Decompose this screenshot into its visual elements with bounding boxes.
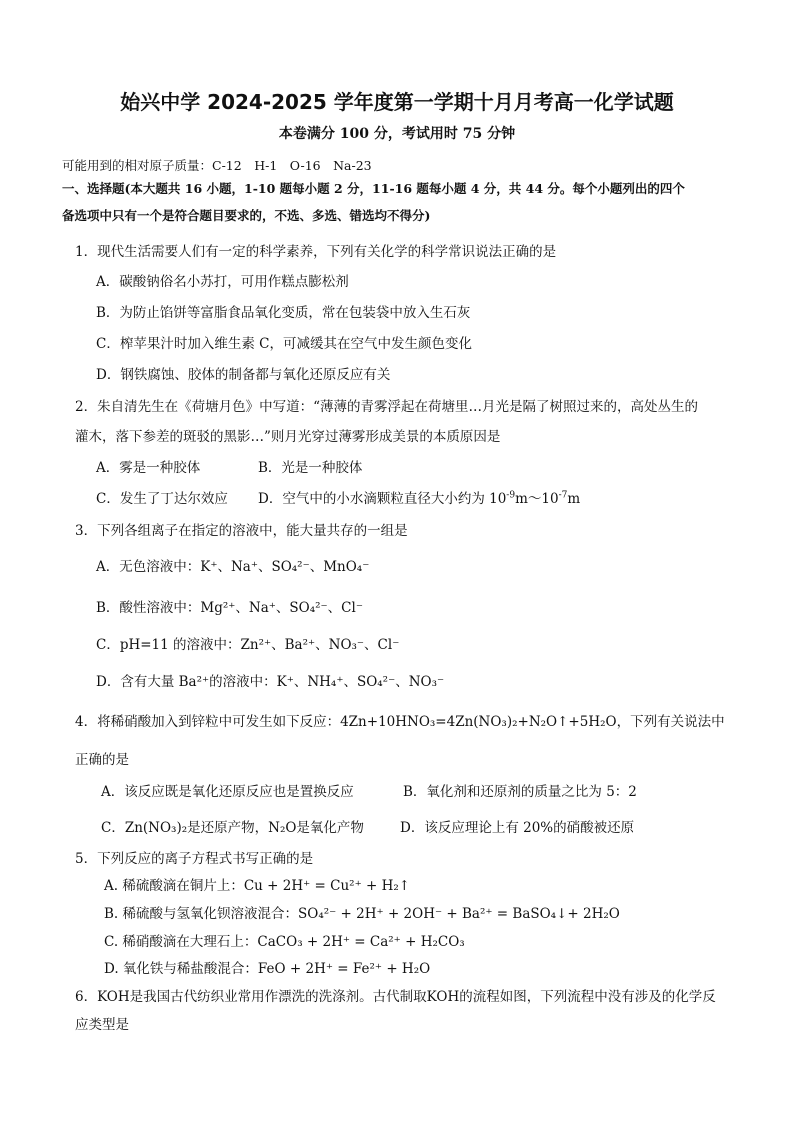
section1-instructions-line1: 一、选择题(本大题共 16 小题，1-10 题每小题 2 分，11-16 题每小题 4 分，共 44 分。每个小题列出的四个	[62, 181, 685, 196]
q2-option-d: D．空气中的小水滴颗粒直径大小约为 $10^{-9}m\sim 10^{-7}m$	[258, 490, 581, 507]
q5-option-c: C. 稀硝酸滴在大理石上：CaCO₃ + 2H⁺ = Ca²⁺ + H₂CO₃	[104, 934, 465, 950]
q1-option-d: D．钢铁腐蚀、胶体的制备都与氧化还原反应有关	[96, 367, 391, 383]
q4-option-a: A．该反应既是氧化还原反应也是置换反应	[101, 784, 354, 800]
q6-stem-line1: 6．KOH是我国古代纺织业常用作漂洗的洗涤剂。古代制取KOH的流程如图，下列流程中没有涉及的化学反	[75, 989, 716, 1005]
q3-option-d: D．含有大量 Ba²⁺的溶液中：K⁺、NH₄⁺、SO₄²⁻、NO₃⁻	[96, 674, 445, 690]
q2-option-a: A．雾是一种胶体	[96, 460, 201, 476]
q5-option-a: A. 稀硫酸滴在铜片上：Cu + 2H⁺ = Cu²⁺ + H₂↑	[104, 878, 411, 894]
section1-instructions-line2: 备选项中只有一个是符合题目要求的，不选、多选、错选均不得分)	[62, 208, 431, 223]
q5-option-d: D. 氧化铁与稀盐酸混合：FeO + 2H⁺ = Fe²⁺ + H₂O	[104, 961, 431, 977]
q4-option-d: D．该反应理论上有 20%的硝酸被还原	[400, 820, 635, 836]
q4-option-b: B．氧化剂和还原剂的质量之比为 5：2	[403, 784, 637, 800]
q4-option-c: C．Zn(NO₃)₂是还原产物，N₂O是氧化产物	[101, 820, 364, 836]
q1-stem: 1．现代生活需要人们有一定的科学素养，下列有关化学的科学常识说法正确的是	[75, 244, 557, 260]
atomic-mass-line: 可能用到的相对原子质量：C-12 H-1 O-16 Na-23	[62, 158, 372, 173]
q5-stem: 5．下列反应的离子方程式书写正确的是	[75, 851, 314, 867]
exam-subtitle: 本卷满分 100 分，考试用时 75 分钟	[278, 126, 516, 142]
q3-stem: 3．下列各组离子在指定的溶液中，能大量共存的一组是	[75, 523, 408, 539]
q5-option-b: B. 稀硫酸与氢氧化钡溶液混合：SO₄²⁻ + 2H⁺ + 2OH⁻ + Ba²⁺ = BaSO₄↓+ 2H₂O	[104, 906, 620, 922]
q2-option-b: B．光是一种胶体	[258, 460, 363, 476]
q6-stem-line2: 应类型是	[75, 1017, 129, 1033]
exam-title: 始兴中学 2024-2025 学年度第一学期十月月考高一化学试题	[120, 90, 674, 114]
q2-stem-line1: 2．朱自清先生在《荷塘月色》中写道：“薄薄的青雾浮起在荷塘里…月光是隔了树照过来的，高处丛生的	[75, 399, 698, 415]
q2-stem-line2: 灌木，落下参差的斑驳的黑影…”则月光穿过薄雾形成美景的本质原因是	[75, 429, 501, 445]
q4-stem-line2: 正确的是	[75, 752, 129, 768]
q3-option-b: B．酸性溶液中：Mg²⁺、Na⁺、SO₄²⁻、Cl⁻	[96, 600, 363, 616]
q3-option-a: A．无色溶液中：K⁺、Na⁺、SO₄²⁻、MnO₄⁻	[96, 559, 370, 575]
q1-option-a: A．碳酸钠俗名小苏打，可用作糕点膨松剂	[96, 274, 349, 290]
q3-option-c: C．pH=11 的溶液中：Zn²⁺、Ba²⁺、NO₃⁻、Cl⁻	[96, 637, 400, 653]
q2-option-c: C．发生了丁达尔效应	[96, 491, 228, 507]
q1-option-c: C．榨苹果汁时加入维生素 C，可减缓其在空气中发生颜色变化	[96, 336, 472, 352]
q4-stem-line1: 4．将稀硝酸加入到锌粒中可发生如下反应：4Zn+10HNO₃=4Zn(NO₃)₂+N₂O↑+5H₂O，下列有关说法中	[75, 714, 725, 730]
q1-option-b: B．为防止馅饼等富脂食品氧化变质，常在包装袋中放入生石灰	[96, 305, 471, 321]
